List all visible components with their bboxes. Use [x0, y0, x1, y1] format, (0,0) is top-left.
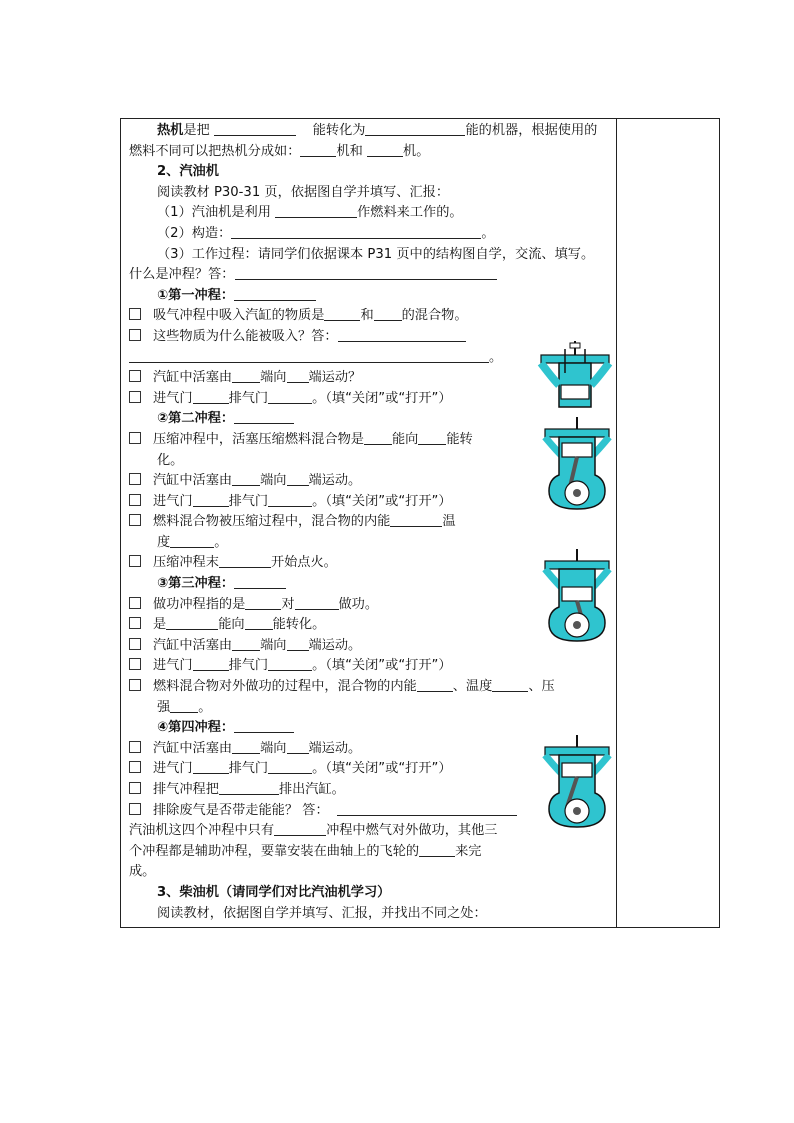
text: 来完: [455, 843, 482, 859]
blank-field[interactable]: [367, 143, 403, 157]
text: 进气门: [153, 493, 193, 509]
text: 端向: [260, 740, 287, 756]
text: 是: [153, 617, 167, 633]
engine-diagram-exhaust: [539, 733, 615, 829]
text: 强: [157, 699, 171, 715]
text: 是把: [183, 123, 210, 138]
text: 吸气冲程中吸入汽缸的物质是: [153, 308, 325, 324]
text: 端运动。: [308, 473, 362, 489]
checkbox-icon[interactable]: [129, 308, 141, 320]
checkbox-icon[interactable]: [129, 597, 141, 609]
text: 端向: [260, 637, 287, 653]
blank-field[interactable]: [193, 493, 229, 507]
checkbox-icon[interactable]: [129, 638, 141, 650]
text: 能转化。: [272, 617, 326, 633]
intro-line-2: [129, 142, 613, 163]
text: 冲程中燃气对外做功，其他三: [326, 823, 498, 839]
text: 、温度: [452, 679, 493, 695]
text: 。: [198, 699, 212, 715]
summary-line-3: 成。: [129, 864, 156, 880]
text: ①第一冲程：: [157, 287, 235, 303]
text: 进气门: [153, 658, 193, 674]
checkbox-icon[interactable]: [129, 494, 141, 506]
summary-line-2: [129, 842, 613, 863]
blank-field[interactable]: [268, 657, 312, 671]
crank-pin: [573, 621, 581, 629]
section-heading-diesel: 3、柴油机（请同学们对比汽油机学习）: [157, 884, 391, 900]
cylinder-head: [545, 747, 609, 755]
text: 汽缸中活塞由: [153, 637, 233, 653]
what-is-stroke: [129, 265, 613, 286]
text: 温: [442, 514, 456, 530]
text: 。: [481, 225, 495, 241]
cylinder-head: [541, 355, 609, 363]
text: 排气门: [228, 658, 269, 674]
text: 。（填“关闭”或“打开”）: [312, 493, 452, 509]
checklist-item: [129, 677, 613, 698]
blank-field[interactable]: [295, 596, 339, 610]
text: 。（填“关闭”或“打开”）: [312, 658, 452, 674]
text: 、压: [528, 679, 555, 695]
blank-field[interactable]: [235, 266, 497, 280]
blank-field[interactable]: [234, 410, 294, 424]
text: 排气门: [228, 761, 269, 777]
blank-field[interactable]: [232, 740, 260, 754]
blank-field[interactable]: [287, 472, 309, 486]
blank-field[interactable]: [232, 369, 260, 383]
text: 燃料不同可以把热机分成如：: [129, 143, 301, 159]
text: 排气冲程把: [153, 782, 219, 797]
text: 端向: [260, 370, 287, 386]
blank-field[interactable]: [418, 431, 446, 445]
checkbox-icon[interactable]: [129, 432, 141, 444]
text: 什么是冲程？答：: [129, 267, 235, 283]
checklist-item-continuation: 化。: [157, 452, 184, 468]
question-2: [129, 224, 613, 245]
blank-field[interactable]: [234, 287, 316, 301]
text: 压缩冲程末: [153, 555, 219, 571]
text: 能向: [392, 431, 419, 447]
checkbox-icon[interactable]: [129, 761, 141, 773]
text: 燃料混合物对外做功的过程中，混合物的内能: [153, 679, 417, 695]
blank-field[interactable]: [232, 472, 260, 486]
blank-field[interactable]: [492, 678, 528, 692]
text: 汽缸中活塞由: [153, 370, 233, 386]
blank-field[interactable]: [231, 225, 481, 239]
blank-field[interactable]: [324, 307, 360, 321]
text: 能向: [218, 617, 245, 633]
checkbox-icon[interactable]: [129, 370, 141, 382]
worksheet-table: [120, 118, 720, 928]
checkbox-icon[interactable]: [129, 555, 141, 567]
blank-field[interactable]: [419, 843, 455, 857]
text: 汽油机这四个冲程中只有: [129, 823, 275, 839]
blank-field[interactable]: [337, 802, 517, 816]
blank-field[interactable]: [390, 513, 442, 527]
text: 。: [489, 349, 503, 365]
blank-field[interactable]: [129, 349, 489, 363]
text: 能转: [446, 431, 473, 447]
checkbox-icon[interactable]: [129, 391, 141, 403]
blank-field[interactable]: [193, 657, 229, 671]
blank-field[interactable]: [219, 781, 279, 795]
text: 端运动。: [308, 740, 362, 756]
text: 作燃料来工作的。: [357, 205, 463, 221]
text: 进气门: [153, 390, 193, 406]
blank-field[interactable]: [234, 575, 286, 589]
text: （1）汽油机是利用: [157, 205, 271, 221]
text: 对: [281, 596, 295, 612]
blank-field[interactable]: [193, 760, 229, 774]
piston: [562, 587, 592, 601]
piston: [562, 443, 592, 457]
text: 排出汽缸。: [278, 782, 345, 797]
blank-field[interactable]: [364, 431, 392, 445]
blank-field[interactable]: [300, 143, 336, 157]
piston: [561, 385, 589, 399]
blank-field[interactable]: [166, 616, 218, 630]
blank-field[interactable]: [365, 122, 465, 136]
exhaust-port: [591, 363, 609, 385]
text: 端向: [260, 473, 287, 489]
text: 端运动。: [308, 637, 362, 653]
checkbox-icon[interactable]: [129, 473, 141, 485]
checkbox-icon[interactable]: [129, 679, 141, 691]
term-heat-engine: 热机: [157, 123, 184, 138]
checkbox-icon[interactable]: [129, 741, 141, 753]
text: 做功冲程指的是: [153, 596, 246, 612]
cylinder-head: [545, 429, 609, 437]
text: 个冲程都是辅助冲程，要靠安装在曲轴上的飞轮的: [129, 843, 420, 859]
intro-line-1: [129, 121, 613, 142]
blank-field[interactable]: [170, 699, 198, 713]
text: 能转化为: [312, 123, 366, 138]
checklist-item-continuation: [129, 698, 613, 719]
engine-diagram-compression: [539, 415, 615, 511]
text: 汽缸中活塞由: [153, 473, 233, 489]
checkbox-icon[interactable]: [129, 658, 141, 670]
crank-pin: [573, 807, 581, 815]
text: 进气门: [153, 761, 193, 777]
blank-field[interactable]: [214, 122, 296, 136]
blank-field[interactable]: [268, 390, 312, 404]
text: 的混合物。: [401, 308, 468, 324]
blank-field[interactable]: [268, 493, 312, 507]
intake-port: [541, 363, 559, 385]
read-instruction: 阅读教材 P30-31 页，依据图自学并填写、汇报：: [157, 184, 450, 200]
checkbox-icon[interactable]: [129, 803, 141, 815]
checkbox-icon[interactable]: [129, 514, 141, 526]
stroke-1-title: [129, 286, 613, 307]
text: 能的机器，根据使用的: [465, 123, 598, 138]
checkbox-icon[interactable]: [129, 617, 141, 629]
text: 压缩冲程中，活塞压缩燃料混合物是: [153, 431, 364, 447]
spark-plug-cap: [570, 343, 580, 348]
text: 这些物质为什么能被吸入？答：: [153, 328, 338, 344]
blank-field[interactable]: [417, 678, 453, 692]
checklist-item: [129, 512, 613, 533]
question-3: （3）工作过程：请同学们依据课本 P31 页中的结构图自学，交流、填写。: [157, 246, 595, 262]
blank-field[interactable]: [193, 390, 229, 404]
checkbox-icon[interactable]: [129, 329, 141, 341]
blank-field[interactable]: [170, 534, 214, 548]
blank-field[interactable]: [275, 204, 357, 218]
checklist-item: [129, 306, 613, 327]
blank-field[interactable]: [234, 719, 294, 733]
blank-field[interactable]: [245, 596, 281, 610]
section-heading-gasoline: 2、汽油机: [157, 164, 219, 180]
piston: [562, 763, 592, 777]
text: 机和: [336, 143, 363, 159]
blank-field[interactable]: [287, 740, 309, 754]
text: 排气门: [228, 390, 269, 406]
text: ②第二冲程：: [157, 411, 235, 427]
cylinder-head: [545, 561, 609, 569]
text: 和: [360, 308, 374, 324]
text: ④第四冲程：: [157, 720, 235, 736]
text: 做功。: [338, 596, 379, 612]
blank-field[interactable]: [232, 637, 260, 651]
table-divider: [616, 119, 617, 927]
question-1: [129, 203, 613, 224]
text: 度: [157, 534, 171, 550]
text: 燃料混合物被压缩过程中，混合物的内能: [153, 514, 391, 530]
text: 机。: [403, 143, 430, 159]
blank-field[interactable]: [338, 328, 466, 342]
blank-field[interactable]: [245, 616, 273, 630]
checklist-item: [129, 656, 613, 677]
text: 。: [214, 534, 228, 550]
text: 排除废气是否带走能能？ 答：: [153, 802, 329, 818]
text: 。（填“关闭”或“打开”）: [312, 390, 452, 406]
crank-pin: [573, 489, 581, 497]
text: 排气门: [228, 493, 269, 509]
text: 端运动？: [308, 370, 362, 386]
text: 汽缸中活塞由: [153, 740, 233, 756]
blank-field[interactable]: [287, 369, 309, 383]
engine-diagram-power: [539, 547, 615, 643]
text: ③第三冲程：: [157, 576, 235, 592]
checkbox-icon[interactable]: [129, 782, 141, 794]
blank-field[interactable]: [274, 822, 326, 836]
engine-diagram-intake: [537, 339, 613, 411]
text: （2）构造：: [157, 225, 232, 241]
read-instruction-diesel: 阅读教材，依据图自学并填写、汇报，并找出不同之处：: [157, 905, 487, 921]
text: 开始点火。: [270, 555, 337, 571]
text: 。（填“关闭”或“打开”）: [312, 761, 452, 777]
blank-field[interactable]: [374, 307, 402, 321]
blank-field[interactable]: [219, 554, 271, 568]
blank-field[interactable]: [287, 637, 309, 651]
blank-field[interactable]: [268, 760, 312, 774]
